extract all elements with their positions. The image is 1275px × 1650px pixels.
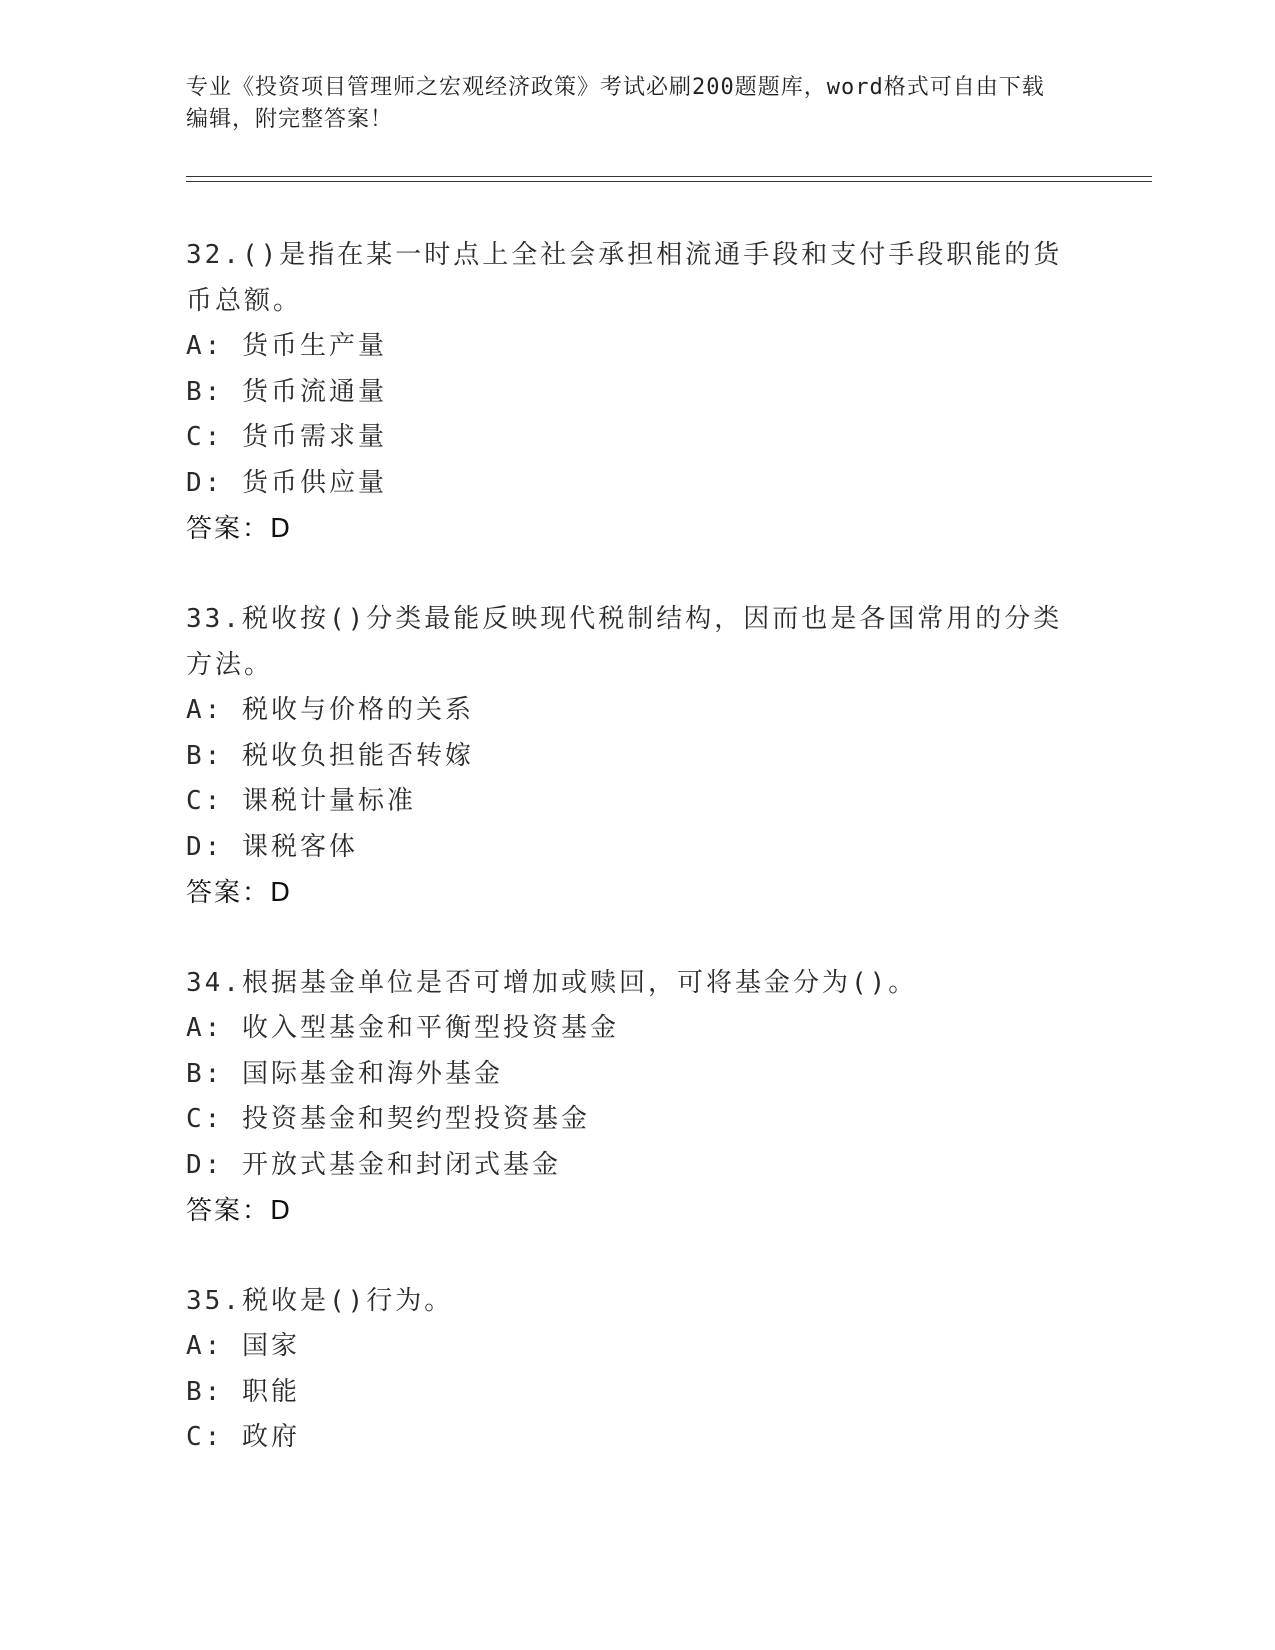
option-c: C: 货币需求量	[186, 422, 387, 452]
option-b: B: 货币流通量	[186, 376, 387, 407]
question-stem: 33.税收按()分类最能反映现代税制结构，因而也是各国常用的分类方法。	[186, 604, 1063, 680]
question-stem: 35.税收是()行为。	[186, 1286, 454, 1316]
option-b: B: 国际基金和海外基金	[186, 1058, 503, 1089]
option-b: B: 税收负担能否转嫁	[186, 740, 474, 771]
option-a: A: 货币生产量	[186, 331, 387, 361]
option-a: A: 税收与价格的关系	[186, 695, 474, 725]
question-33	[186, 596, 1086, 916]
option-c: C: 投资基金和契约型投资基金	[186, 1104, 590, 1134]
header-divider-top	[186, 176, 1152, 177]
option-d: D: 课税客体	[186, 831, 358, 862]
question-stem: 32.()是指在某一时点上全社会承担相流通手段和支付手段职能的货币总额。	[186, 240, 1063, 316]
answer-label: 答案：D	[186, 1196, 293, 1226]
question-35	[186, 1278, 1086, 1461]
document-header: 专业《投资项目管理师之宏观经济政策》考试必刷200题题库，word格式可自由下载编辑，附完整答案！	[186, 75, 1045, 132]
option-c: C: 课税计量标准	[186, 786, 416, 816]
answer-label: 答案：D	[186, 878, 293, 908]
option-a: A: 收入型基金和平衡型投资基金	[186, 1013, 619, 1043]
header-divider-bottom	[186, 181, 1152, 182]
option-d: D: 货币供应量	[186, 467, 387, 498]
answer-label: 答案：D	[186, 514, 293, 544]
question-list	[186, 232, 1086, 1505]
question-32	[186, 232, 1086, 552]
option-d: D: 开放式基金和封闭式基金	[186, 1149, 561, 1180]
option-c: C: 政府	[186, 1422, 300, 1452]
question-stem: 34.根据基金单位是否可增加或赎回，可将基金分为()。	[186, 968, 918, 998]
option-b: B: 职能	[186, 1376, 300, 1407]
question-34	[186, 960, 1086, 1234]
option-a: A: 国家	[186, 1331, 300, 1361]
